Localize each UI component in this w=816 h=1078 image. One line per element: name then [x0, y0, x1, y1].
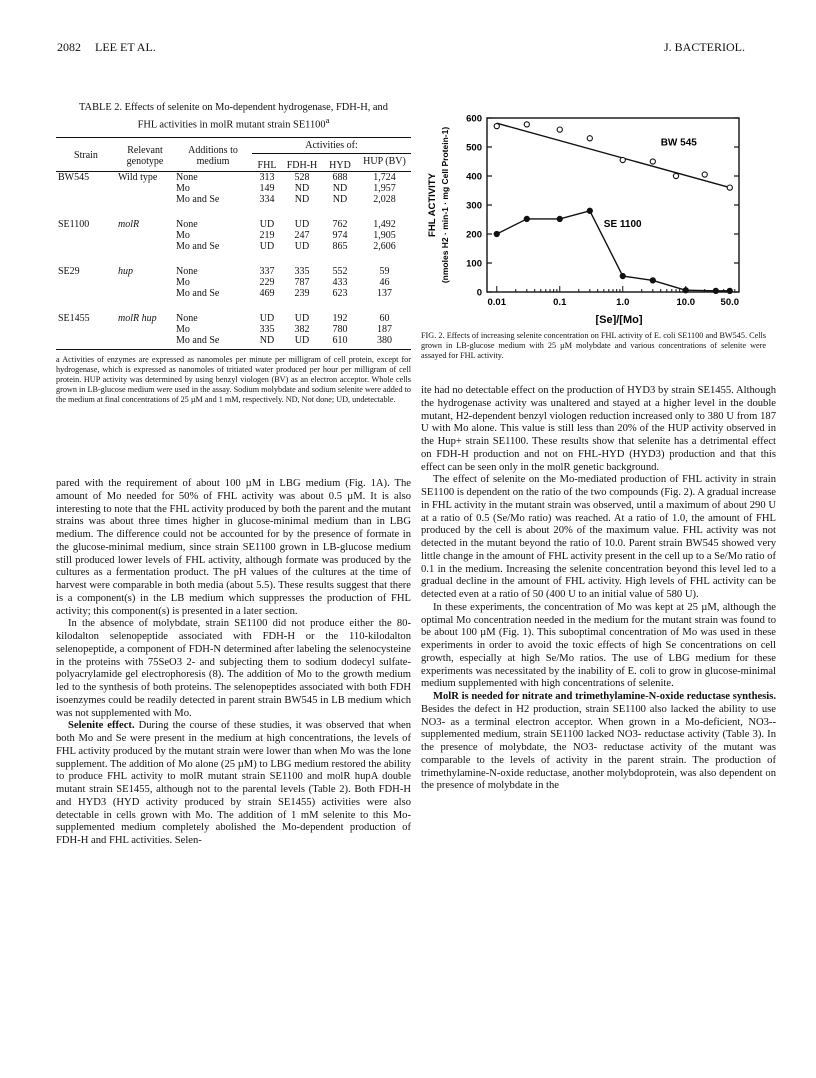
- left-paragraph-1: pared with the requirement of about 100 µM in LBG medium (Fig. 1A). The amount of Mo needed for 50% of FHL activity was about 0.5 µM. It is also interesting to note that the FHL activity produced by both the parent and the mutant strains was about three times higher in glucose-minimal medium than in LBG medium. The difference could not be accounted for by the presence of formate in the glucose-minimal medium, since strain SE1100 grown in LB-glucose medium still produced lower levels of FHL activity, although formate was produced by the cultures as a fermentation product. The pH values of the cultures at the time of harvest were comparable in both media (about 5.5). These results suggest that there is a component(s) in the LB medium which suppresses the production of FHL activity; this component(s) is presented in a later section.: [56, 478, 411, 617]
- cell-strain: [56, 324, 116, 335]
- se1100-point: [524, 216, 529, 221]
- y-tick-label: 400: [466, 171, 482, 183]
- cell-strain: [56, 194, 116, 205]
- cell-hup: 1,492: [373, 219, 396, 231]
- cell-hup: 59: [379, 266, 390, 278]
- y-tick-label: 500: [466, 142, 482, 154]
- cell-hyd: 192: [332, 313, 348, 325]
- bw545-point: [702, 172, 707, 177]
- cell-fdh: 239: [294, 288, 310, 300]
- x-tick-label: 10.0: [676, 297, 696, 308]
- se1100-point: [650, 278, 655, 283]
- figure-2: [421, 100, 761, 325]
- cell-fdh: UD: [294, 241, 310, 253]
- table-row: [56, 277, 411, 288]
- se1100-point: [713, 288, 718, 293]
- cell-genotype: [116, 277, 174, 288]
- left-column: [56, 478, 411, 848]
- cell-fhl: UD: [259, 313, 275, 325]
- cell-fdh: 787: [294, 277, 310, 289]
- cell-strain: SE1100: [58, 219, 90, 231]
- cell-genotype: [116, 230, 174, 241]
- x-tick-label: 0.1: [553, 297, 567, 308]
- running-authors: LEE ET AL.: [95, 40, 156, 54]
- cell-fdh: UD: [294, 335, 310, 347]
- cell-fhl: 149: [259, 183, 275, 195]
- cell-hup: 1,724: [373, 172, 396, 184]
- header-fdh: FDH-H: [286, 160, 318, 172]
- cell-fdh: UD: [294, 313, 310, 325]
- cell-strain: [56, 230, 116, 241]
- y-tick-label: 600: [466, 113, 482, 125]
- cell-genotype: hup: [118, 266, 133, 278]
- table-row: [56, 324, 411, 335]
- cell-hyd: 623: [332, 288, 348, 300]
- cell-strain: [56, 335, 116, 346]
- bw545-point: [650, 159, 655, 164]
- cell-strain: SE29: [58, 266, 80, 278]
- bw545-point: [727, 185, 732, 190]
- cell-hup: 137: [377, 288, 392, 300]
- cell-hup: 1,905: [373, 230, 396, 242]
- cell-additions: Mo: [176, 324, 190, 336]
- cell-fhl: 335: [259, 324, 275, 336]
- cell-additions: Mo and Se: [176, 241, 220, 253]
- header-additions: Additions to medium: [188, 144, 238, 167]
- cell-strain: [56, 288, 116, 299]
- cell-hyd: 688: [332, 172, 348, 184]
- table-body: [56, 172, 411, 347]
- cell-hyd: 552: [332, 266, 348, 278]
- bw545-point: [587, 136, 592, 141]
- series-label-bw545: BW 545: [660, 137, 697, 149]
- table-row: [56, 252, 411, 277]
- cell-fhl: ND: [259, 335, 275, 347]
- cell-genotype: [116, 335, 174, 346]
- cell-additions: Mo and Se: [176, 288, 220, 300]
- cell-fdh: 528: [294, 172, 310, 184]
- x-axis-label: [Se]/[Mo]: [595, 314, 643, 325]
- table-row: [56, 183, 411, 194]
- cell-genotype: molR: [118, 219, 140, 231]
- cell-additions: Mo and Se: [176, 194, 220, 206]
- cell-fdh: 247: [294, 230, 310, 242]
- left-paragraph-3: Selenite effect. During the course of these studies, it was observed that when both Mo and Se were present in the medium at high concentrations, the levels of FHL activity produced by the mutant strain were lower than when Mo was the lone supplement. The addition of Mo alone (25 µM) to LBG medium restored the ability to produce FHL activity to molR mutant strain SE1100 and molR hupA double mutant strain SE1455, although not to the parental levels (Table 2). Both FDH-H and HYD3 (HYD activity produced by strain SE1455) activities were also detectable in cells grown with Mo. The addition of 1 mM selenite to this Mo-supplemented medium completely abolished the Mo-dependent production of FDH-H and FHL activities. Selen-: [56, 720, 412, 846]
- series-label-se1100: SE 1100: [603, 218, 642, 230]
- table-row: [56, 299, 411, 324]
- figure-caption: FIG. 2. Effects of increasing selenite concentration on FHL activity of E. coli SE1100 and BW545. Cells grown in LB-glucose medium with 25 µM molybdate and various concentrations of selenite were assayed for FHL activity.: [421, 331, 766, 360]
- cell-hyd: 762: [332, 219, 348, 231]
- bw545-point: [494, 124, 499, 129]
- cell-fhl: 219: [259, 230, 275, 242]
- header-strain: Strain: [74, 150, 98, 162]
- y-tick-label: 200: [466, 229, 482, 241]
- plot-frame: [487, 118, 739, 292]
- header-hup: HUP (BV): [363, 156, 406, 168]
- y-tick-label: 100: [466, 258, 482, 270]
- cell-hup: 187: [377, 324, 392, 336]
- table-row: [56, 288, 411, 299]
- right-column: [421, 385, 776, 793]
- cell-fhl: UD: [259, 219, 275, 231]
- cell-fdh: 382: [294, 324, 310, 336]
- fhl-activity-chart: [421, 100, 761, 325]
- cell-hyd: ND: [332, 194, 348, 206]
- se1100-point: [620, 273, 625, 278]
- se1100-point: [557, 216, 562, 221]
- se1100-point: [587, 208, 592, 213]
- right-paragraph-2: The effect of selenite on the Mo-mediated production of FHL activity in strain SE1100 is dependent on the ratio of the two compounds (Fig. 2). A gradual increase in FHL activity in the mutant strain was observed, until a maximum of about 290 U at a ratio of 0.5 (Se/Mo ratio) was reached. At a ratio of 1.0, the amount of FHL produced by the cell is about 20% of the maximum value. FHL activity was not detected in the mutant beyond the ratio of 10.0. Parent strain BW545 showed very little change in the amount of FHL activity present in the cell up to a Se/Mo ratio of 0.1 in the medium. Increasing the selenite concentration beyond this level led to a gradual decline in the amount of FHL activity. High levels of FHL activity can be detected even at a ratio of 50 (400 U to an initial value of 580 U).: [421, 474, 777, 600]
- table-row: [56, 230, 411, 241]
- cell-additions: Mo: [176, 277, 190, 289]
- cell-hyd: 974: [332, 230, 348, 242]
- table-row: [56, 335, 411, 346]
- table-footnote: a Activities of enzymes are expressed as nanomoles per minute per milligram of cell protein, except for hydrogenase, which is expressed as nanomoles of tritiated water produced per hour per milligram of cell protein. HUP activity was determined by using benzyl viologen (BV) as an electron acceptor. Whole cells grown in LB-glucose medium were used in the assay. Sodium molybdate and sodium selenite were added to the medium at final concentrations of 25 µM and 1 mM, respectively. ND, Not done; UD, undetectable.: [56, 355, 411, 405]
- cell-hup: 46: [379, 277, 390, 289]
- header-hyd: HYD: [329, 160, 351, 172]
- cell-strain: BW545: [58, 172, 90, 184]
- cell-fhl: 337: [259, 266, 275, 278]
- bw545-trend-line: [497, 123, 730, 187]
- cell-fhl: 229: [259, 277, 275, 289]
- cell-fhl: 469: [259, 288, 275, 300]
- table-title: TABLE 2. Effects of selenite on Mo-dependent hydrogenase, FDH-H, and FHL activities in molR mutant strain SE1100$^a$: [79, 102, 388, 131]
- bw545-point: [524, 122, 529, 127]
- cell-fhl: UD: [259, 241, 275, 253]
- cell-hup: 60: [379, 313, 390, 325]
- cell-additions: Mo: [176, 230, 190, 242]
- left-paragraph-2: In the absence of molybdate, strain SE1100 did not produce either the 80-kilodalton selenopeptide associated with FDH-H or the 110-kilodalton selenopeptide, a component of FDH-N determined after labeling the selenocysteine in the proteins with 75SeO3 2- and subjecting them to sodium dodecyl sulfate-polyacrylamide gel electrophoresis (8). The addition of Mo to the growth medium led to the synthesis of both proteins. The selenopeptides associated with both FDH isoenzymes could be readily detected in parent strain BW545 in LB medium which was not supplemented with Mo.: [56, 618, 411, 719]
- header-fhl: FHL: [257, 160, 277, 172]
- cell-fdh: ND: [294, 194, 310, 206]
- cell-fhl: 313: [259, 172, 275, 184]
- cell-genotype: [116, 324, 174, 335]
- cell-strain: [56, 277, 116, 288]
- cell-additions: None: [176, 266, 198, 278]
- se1100-point: [727, 288, 732, 293]
- cell-hup: 2,606: [373, 241, 396, 253]
- cell-genotype: Wild type: [118, 172, 158, 184]
- cell-fdh: UD: [294, 219, 310, 231]
- cell-genotype: [116, 194, 174, 205]
- cell-genotype: [116, 183, 174, 194]
- table-row: [56, 205, 411, 230]
- cell-hyd: 780: [332, 324, 348, 336]
- se1100-point: [494, 231, 499, 236]
- cell-hyd: 433: [332, 277, 348, 289]
- header-genotype: Relevant genotype: [126, 144, 164, 167]
- cell-hup: 2,028: [373, 194, 396, 206]
- cell-strain: [56, 241, 116, 252]
- cell-genotype: [116, 241, 174, 252]
- right-paragraph-3: In these experiments, the concentration of Mo was kept at 25 µM, although the optimal Mo concentration needed in the medium for the mutant strain was found to be about 100 µM (Fig. 1). This suboptimal concentration of Mo was used in these experiments in order to avoid the toxic effects of high Se concentrations on cell growth, especially at high Se/Mo ratios. The use of LBG medium for these experiments was necessitated by the inability of E. coli to grow in glucose-minimal medium supplemented with high concentrations of selenite.: [421, 601, 776, 690]
- right-paragraph-4: MolR is needed for nitrate and trimethylamine-N-oxide reductase synthesis. Besides the defect in H2 production, strain SE1100 also lacked the ability to use NO3- as a terminal electron acceptor. When grown in a Mo-deficient, NO3--supplemented medium, strain SE1100 lacked NO3- reductase activity (Table 3). In the presence of molybdate, the NO3- reductase activity of the mutant was comparable to the levels of activity in the parent strain. The production of trimethylamine-N-oxide reductase, another molybdoprotein, was also dependent on the presence of molybdate in the: [421, 691, 776, 792]
- x-tick-label: 1.0: [616, 297, 630, 308]
- bw545-point: [620, 157, 625, 162]
- y-axis-label: FHL ACTIVITY: [427, 173, 438, 237]
- cell-additions: None: [176, 313, 198, 325]
- page-number: 2082: [57, 40, 81, 54]
- cell-genotype: [116, 288, 174, 299]
- cell-strain: [56, 183, 116, 194]
- bw545-point: [557, 127, 562, 132]
- cell-additions: None: [176, 172, 198, 184]
- journal-name: J. BACTERIOL.: [664, 40, 745, 54]
- y-tick-label: 300: [466, 200, 482, 212]
- x-tick-label: 0.01: [487, 297, 507, 308]
- cell-hup: 1,957: [373, 183, 396, 195]
- table-row: [56, 172, 411, 184]
- cell-hyd: 865: [332, 241, 348, 253]
- cell-fdh: 335: [294, 266, 310, 278]
- se1100-point: [683, 288, 688, 293]
- cell-hyd: ND: [332, 183, 348, 195]
- cell-fhl: 334: [259, 194, 275, 206]
- cell-hyd: 610: [332, 335, 348, 347]
- cell-genotype: molR hup: [118, 313, 157, 325]
- x-tick-label: 50.0: [720, 297, 740, 308]
- cell-additions: None: [176, 219, 198, 231]
- bw545-point: [673, 173, 678, 178]
- right-paragraph-1: ite had no detectable effect on the production of HYD3 by strain SE1455. Although the hydrogenase activity was unaltered and stayed at a higher level in the double mutant, H2-dependent benzyl viologen reduction increased only to 380 U from 187 U with Mo alone. This value is still less than 20% of the HUP activity observed in the Hup+ strain SE1100. These results show that selenite has a detrimental effect on FDH-H production and not on FHL-HYD (HYD3) production and that this effect can be seen only in the molR genetic background.: [421, 385, 776, 473]
- cell-additions: Mo and Se: [176, 335, 220, 347]
- header-activities: Activities of:: [252, 140, 411, 154]
- y-axis-label-units: (nmoles H2 · min-1 · mg Cell Protein-1): [440, 126, 450, 284]
- cell-hup: 380: [377, 335, 392, 347]
- table-row: [56, 194, 411, 205]
- table-row: [56, 241, 411, 252]
- table-grid: [56, 140, 411, 346]
- cell-additions: Mo: [176, 183, 190, 195]
- cell-fdh: ND: [294, 183, 310, 195]
- table-2: [56, 102, 411, 405]
- y-tick-label: 0: [476, 287, 482, 299]
- cell-strain: SE1455: [58, 313, 90, 325]
